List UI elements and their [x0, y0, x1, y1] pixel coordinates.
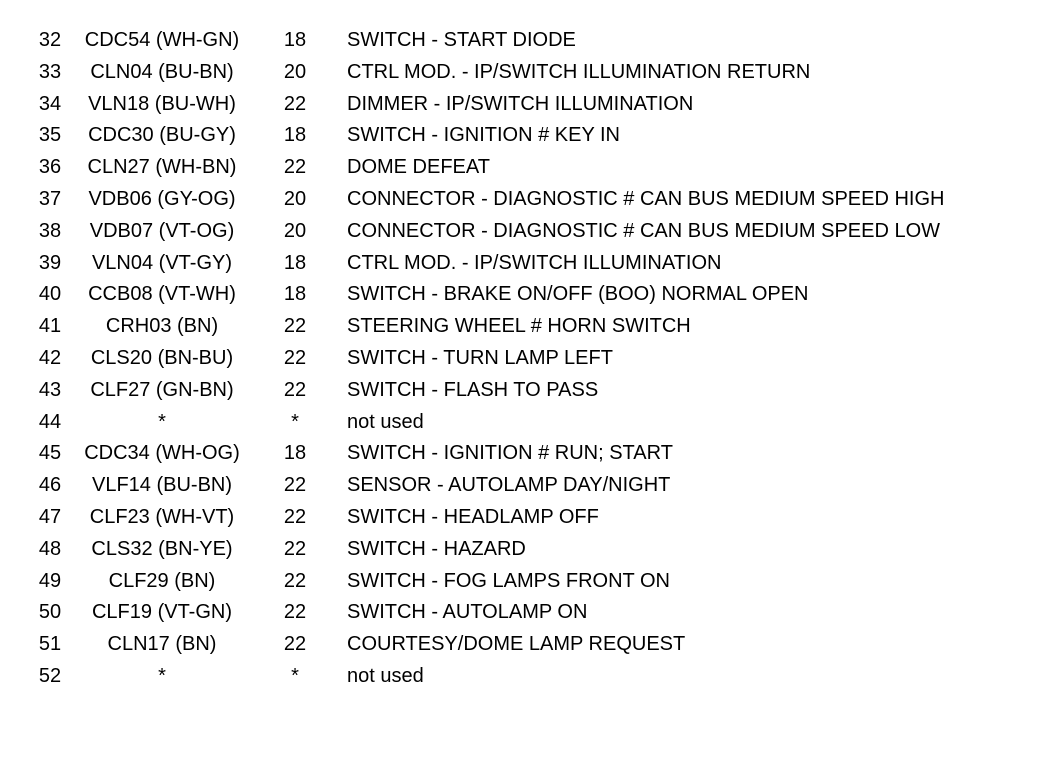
pin-number: 36 — [38, 156, 62, 179]
circuit-function: SWITCH - IGNITION # KEY IN — [347, 124, 620, 147]
table-row — [0, 152, 1056, 184]
wire-gauge: 20 — [283, 219, 307, 242]
circuit-function: SWITCH - START DIODE — [347, 29, 576, 51]
circuit-code: CLN27 (WH-BN) — [87, 156, 237, 179]
circuit-function: SWITCH - HAZARD — [347, 537, 526, 560]
table-row — [0, 407, 1056, 439]
wire-gauge: 22 — [283, 537, 307, 560]
circuit-code: * — [158, 664, 166, 687]
circuit-code: CDC34 (WH-OG) — [84, 442, 240, 465]
circuit-function: SWITCH - FOG LAMPS FRONT ON — [347, 569, 670, 592]
wire-gauge: 20 — [283, 60, 307, 83]
table-row — [0, 375, 1056, 407]
pin-number: 34 — [38, 92, 62, 115]
pin-number: 44 — [38, 410, 62, 433]
circuit-function: SENSOR - AUTOLAMP DAY/NIGHT — [347, 474, 671, 497]
circuit-function: DIMMER - IP/SWITCH ILLUMINATION — [347, 92, 694, 115]
circuit-function: CONNECTOR - DIAGNOSTIC # CAN BUS MEDIUM SPEED HIGH — [347, 187, 945, 210]
wire-gauge: 22 — [283, 156, 307, 179]
table-row — [0, 502, 1056, 534]
table-row — [0, 597, 1056, 629]
circuit-code: CLN04 (BU-BN) — [90, 60, 234, 83]
circuit-function: COURTESY/DOME LAMP REQUEST — [347, 633, 686, 656]
circuit-code: CDC54 (WH-GN) — [84, 29, 240, 51]
pin-number: 47 — [38, 505, 62, 528]
table-row — [0, 311, 1056, 343]
circuit-function: SWITCH - TURN LAMP LEFT — [347, 346, 613, 369]
circuit-function: SWITCH - IGNITION # RUN; START — [347, 442, 673, 465]
table-row — [0, 57, 1056, 89]
wire-gauge: 20 — [283, 187, 307, 210]
circuit-code: CLN17 (BN) — [107, 633, 217, 656]
circuit-code: CDC30 (BU-GY) — [88, 124, 236, 147]
table-row — [0, 279, 1056, 311]
circuit-code: CCB08 (VT-WH) — [88, 283, 236, 306]
pin-number: 40 — [38, 283, 62, 306]
circuit-function: SWITCH - AUTOLAMP ON — [347, 601, 588, 624]
wire-gauge: * — [291, 664, 299, 687]
circuit-function: SWITCH - BRAKE ON/OFF (BOO) NORMAL OPEN — [347, 283, 809, 306]
table-row — [0, 89, 1056, 121]
circuit-function: SWITCH - HEADLAMP OFF — [347, 505, 599, 528]
pin-number: 35 — [38, 124, 62, 147]
wire-gauge: 22 — [283, 505, 307, 528]
wire-gauge: 22 — [283, 315, 307, 338]
table-row — [0, 343, 1056, 375]
circuit-code: CLF19 (VT-GN) — [91, 601, 233, 624]
table-row — [0, 25, 1056, 57]
wire-gauge: 22 — [283, 474, 307, 497]
wire-gauge: 22 — [283, 633, 307, 656]
table-row — [0, 216, 1056, 248]
pin-number: 51 — [38, 633, 62, 656]
wire-gauge: 22 — [283, 346, 307, 369]
table-row — [0, 566, 1056, 598]
circuit-function: not used — [347, 410, 424, 433]
pin-number: 43 — [38, 378, 62, 401]
pin-number: 32 — [38, 29, 62, 51]
pin-number: 39 — [38, 251, 62, 274]
pin-number: 38 — [38, 219, 62, 242]
wire-gauge: 18 — [283, 442, 307, 465]
pin-number: 45 — [38, 442, 62, 465]
wire-gauge: 18 — [283, 283, 307, 306]
circuit-code: VLN18 (BU-WH) — [88, 92, 236, 115]
circuit-function: CTRL MOD. - IP/SWITCH ILLUMINATION RETURN — [347, 60, 811, 83]
table-row — [0, 120, 1056, 152]
pin-number: 41 — [38, 315, 62, 338]
circuit-code: CLF29 (BN) — [108, 569, 216, 592]
table-row — [0, 534, 1056, 566]
table-row — [0, 248, 1056, 280]
wire-gauge: 22 — [283, 378, 307, 401]
circuit-code: VLN04 (VT-GY) — [91, 251, 233, 274]
circuit-code: CLS20 (BN-BU) — [90, 346, 234, 369]
wire-gauge: 22 — [283, 601, 307, 624]
circuit-code: CLF23 (WH-VT) — [89, 505, 235, 528]
circuit-code: VDB07 (VT-OG) — [89, 219, 235, 242]
circuit-code: VDB06 (GY-OG) — [88, 187, 236, 210]
pin-number: 37 — [38, 187, 62, 210]
circuit-code: CLF27 (GN-BN) — [90, 378, 234, 401]
pin-number: 50 — [38, 601, 62, 624]
table-row — [0, 184, 1056, 216]
circuit-function: not used — [347, 664, 424, 687]
pin-number: 42 — [38, 346, 62, 369]
table-row — [0, 629, 1056, 661]
pin-number: 46 — [38, 474, 62, 497]
wire-gauge: * — [291, 410, 299, 433]
connector-pin-table — [0, 25, 1056, 693]
table-row — [0, 470, 1056, 502]
pin-number: 48 — [38, 537, 62, 560]
circuit-code: * — [158, 410, 166, 433]
circuit-code: VLF14 (BU-BN) — [91, 474, 233, 497]
pin-number: 49 — [38, 569, 62, 592]
wire-gauge: 22 — [283, 92, 307, 115]
wire-gauge: 18 — [283, 29, 307, 51]
circuit-code: CLS32 (BN-YE) — [91, 537, 233, 560]
table-row — [0, 438, 1056, 470]
circuit-function: CONNECTOR - DIAGNOSTIC # CAN BUS MEDIUM SPEED LOW — [347, 219, 941, 242]
table-row — [0, 661, 1056, 693]
circuit-function: DOME DEFEAT — [347, 156, 490, 179]
wire-gauge: 18 — [283, 124, 307, 147]
circuit-function: STEERING WHEEL # HORN SWITCH — [347, 315, 691, 338]
wire-gauge: 22 — [283, 569, 307, 592]
wire-gauge: 18 — [283, 251, 307, 274]
circuit-code: CRH03 (BN) — [105, 315, 219, 338]
pin-number: 52 — [38, 664, 62, 687]
pin-number: 33 — [38, 60, 62, 83]
circuit-function: CTRL MOD. - IP/SWITCH ILLUMINATION — [347, 251, 722, 274]
circuit-function: SWITCH - FLASH TO PASS — [347, 378, 599, 401]
